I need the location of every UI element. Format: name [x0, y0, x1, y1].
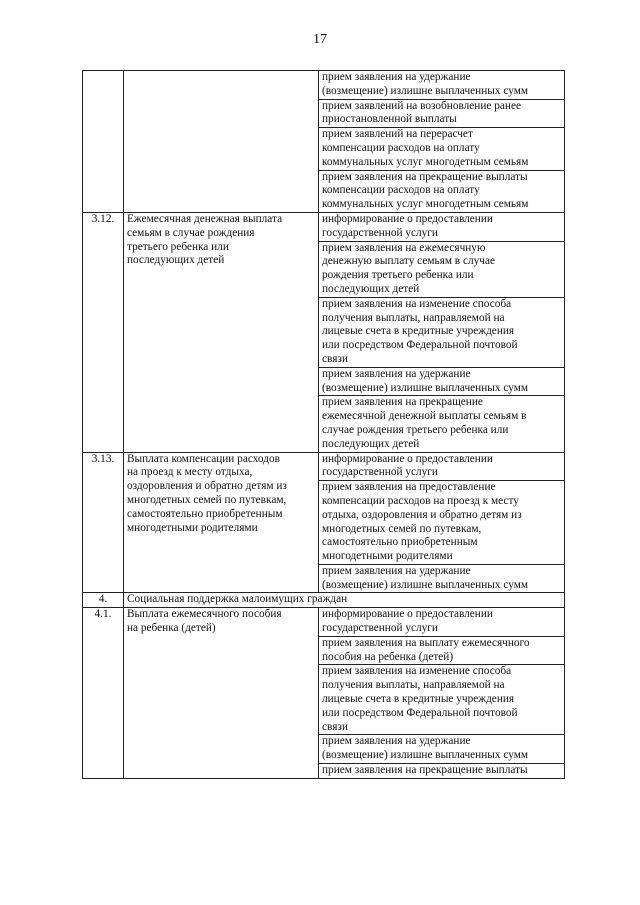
section-row [83, 593, 565, 608]
service-name: Ежемесячная денежная выплата семьям в случае рождения третьего ребенка или последующих детей [124, 212, 319, 452]
service-action: прием заявлений на перерасчет компенсации расходов на оплату коммунальных услуг многодетным семьям [319, 128, 565, 170]
service-action: прием заявления на удержание (возмещение) излишне выплаченных сумм [319, 71, 565, 100]
service-action: информирование о предоставлении государственной услуги [319, 608, 565, 637]
table-row [83, 212, 565, 241]
table-row [83, 452, 565, 481]
service-action: прием заявления на удержание (возмещение) излишне выплаченных сумм [319, 367, 565, 396]
service-action: прием заявления на изменение способа получения выплаты, направляемой на лицевые счета в кредитные учреждения или посредством Федеральной почтовой связи [319, 297, 565, 367]
service-action: информирование о предоставлении государственной услуги [319, 452, 565, 481]
item-number: 3.12. [83, 212, 124, 452]
service-action: прием заявления на ежемесячную денежную выплату семьям в случае рождения третьего ребенка или последующих детей [319, 241, 565, 297]
service-action: прием заявления на выплату ежемесячного пособия на ребенка (детей) [319, 636, 565, 665]
item-number [83, 71, 124, 213]
service-action: прием заявления на удержание (возмещение) излишне выплаченных сумм [319, 735, 565, 764]
service-action: прием заявления на прекращение выплаты [319, 764, 565, 779]
service-action: прием заявления на предоставление компенсации расходов на проезд к месту отдыха, оздоровления и обратно детям из многодетных семей по путевкам, самостоятельно приобретенным многодетными родителями [319, 481, 565, 565]
service-action: прием заявления на удержание (возмещение) излишне выплаченных сумм [319, 564, 565, 593]
service-action: прием заявлений на возобновление ранее приостановленной выплаты [319, 99, 565, 128]
table-row [83, 608, 565, 637]
section-number: 4. [83, 593, 124, 608]
section-title: Социальная поддержка малоимущих граждан [124, 593, 565, 608]
item-number: 4.1. [83, 608, 124, 779]
service-action: прием заявления на прекращение выплаты компенсации расходов на оплату коммунальных услуг многодетным семьям [319, 170, 565, 212]
service-name: Выплата компенсации расходов на проезд к месту отдыха, оздоровления и обратно детям из многодетных семей по путевкам, самостоятельно приобретенным многодетными родителями [124, 452, 319, 593]
services-table [82, 70, 565, 779]
item-number: 3.13. [83, 452, 124, 593]
service-action: прием заявления на прекращение ежемесячной денежной выплаты семьям в случае рождения третьего ребенка или последующих детей [319, 396, 565, 452]
page-number: 17 [313, 32, 327, 47]
service-action: информирование о предоставлении государственной услуги [319, 212, 565, 241]
service-name: Выплата ежемесячного пособия на ребенка (детей) [124, 608, 319, 779]
service-name [124, 71, 319, 213]
service-action: прием заявления на изменение способа получения выплаты, направляемой на лицевые счета в кредитные учреждения или посредством Федеральной почтовой связи [319, 665, 565, 735]
table-row [83, 71, 565, 100]
